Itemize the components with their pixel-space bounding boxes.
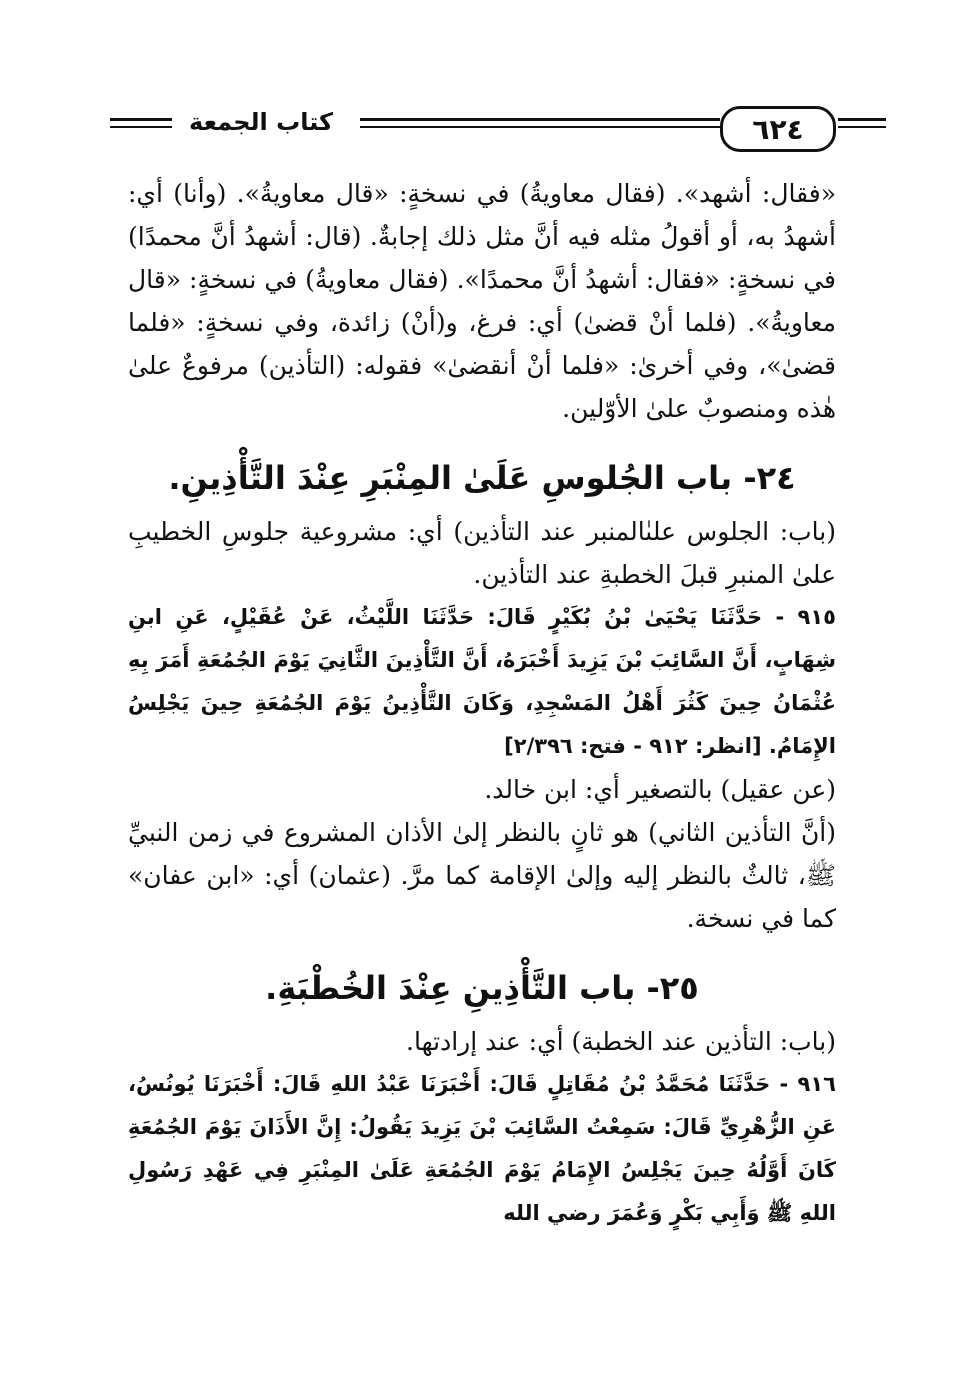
commentary-paragraph: (باب: الجلوس علىٰالمنبر عند التأذين) أي: مشروعية جلوسِ الخطيبِ علىٰ المنبرِ قبلَ الخطبةِ عند التأذين. [128,517,836,589]
chapter-heading: ٢٥- باب التَّأْذِينِ عِنْدَ الخُطْبَةِ. [265,969,699,1007]
header-rule-left-bottom [110,126,172,128]
page-header [0,96,960,156]
page-body [128,172,836,1235]
commentary-paragraph: «فقال: أشهد». (فقال معاويةُ) في نسخةٍ: «قال معاويةُ». (وأنا) أي: أشهدُ به، أو أقولُ مثله فيه أنَّ مثل ذلك إجابةٌ. (قال: أشهدُ أنَّ محمدًا) في نسخةٍ: «فقال: أشهدُ أنَّ محمدًا». (فقال معاويةُ) في نسخةٍ: «قال معاويةُ». (فلما أنْ قضىٰ) أي: فرغ، و(أنْ) زائدة، وفي نسخةٍ: «فلما قضىٰ»، وفي أخرىٰ: «فلما أنْ أنقضىٰ» فقوله: (التأذين) مرفوعٌ علىٰ هٰذه ومنصوبٌ علىٰ الأوّلين. [128,179,836,423]
commentary-paragraph: (عن عقيل) بالتصغير أي: ابن خالد. [484,775,836,804]
page-number: ٦٢٤ [720,106,836,152]
header-rule-right-bottom [838,126,886,128]
book-title: كتاب الجمعة [189,108,333,136]
header-rule-middle-top [360,118,720,121]
header-rule-right-top [838,118,886,121]
commentary-paragraph: (باب: التأذين عند الخطبة) أي: عند إرادتها. [406,1027,836,1056]
chapter-heading: ٢٤- باب الجُلوسِ عَلَىٰ المِنْبَرِ عِنْدَ التَّأْذِينِ. [168,459,796,497]
header-rule-middle-bottom [360,126,720,128]
header-rule-left-top [110,118,172,121]
hadith-text: ٩١٦ - حَدَّثَنَا مُحَمَّدُ بْنُ مُقَاتِلٍ قَالَ: أَخْبَرَنَا عَبْدُ اللهِ قَالَ: أَخْبَرَنَا يُونُسُ، عَنِ الزُّهْرِيِّ قَالَ: سَمِعْتُ السَّائِبَ بْنَ يَزِيدَ يَقُولُ: إِنَّ الأَذَانَ يَوْمَ الجُمُعَةِ كَانَ أَوَّلُهُ حِينَ يَجْلِسُ الإِمَامُ يَوْمَ الجُمُعَةِ عَلَىٰ المِنْبَرِ فِي عَهْدِ رَسُولِ اللهِ ﷺ وَأَبِي بَكْرٍ وَعُمَرَ رضي الله [128,1072,836,1225]
commentary-paragraph: (أنَّ التأذين الثاني) هو ثانٍ بالنظر إلىٰ الأذان المشروع في زمن النبيِّ ﷺ، ثالثٌ بالنظر إليه وإلىٰ الإقامة كما مرَّ. (عثمان) أي: «ابن عفان» كما في نسخة. [128,818,836,933]
hadith-text: ٩١٥ - حَدَّثَنَا يَحْيَىٰ بْنُ بُكَيْرٍ قَالَ: حَدَّثَنَا اللَّيْثُ، عَنْ عُقَيْلٍ، عَنِ ابنِ شِهَابٍ، أَنَّ السَّائِبَ بْنَ يَزِيدَ أَخْبَرَهُ، أَنَّ التَّأْذِينَ الثَّانِيَ يَوْمَ الجُمُعَةِ أَمَرَ بِهِ عُثْمَانُ حِينَ كَثُرَ أَهْلُ المَسْجِدِ، وَكَانَ التَّأْذِينُ يَوْمَ الجُمُعَةِ حِينَ يَجْلِسُ الإِمَامُ. [انظر: ٩١٢ - فتح: ٢/٣٩٦] [128,605,836,758]
